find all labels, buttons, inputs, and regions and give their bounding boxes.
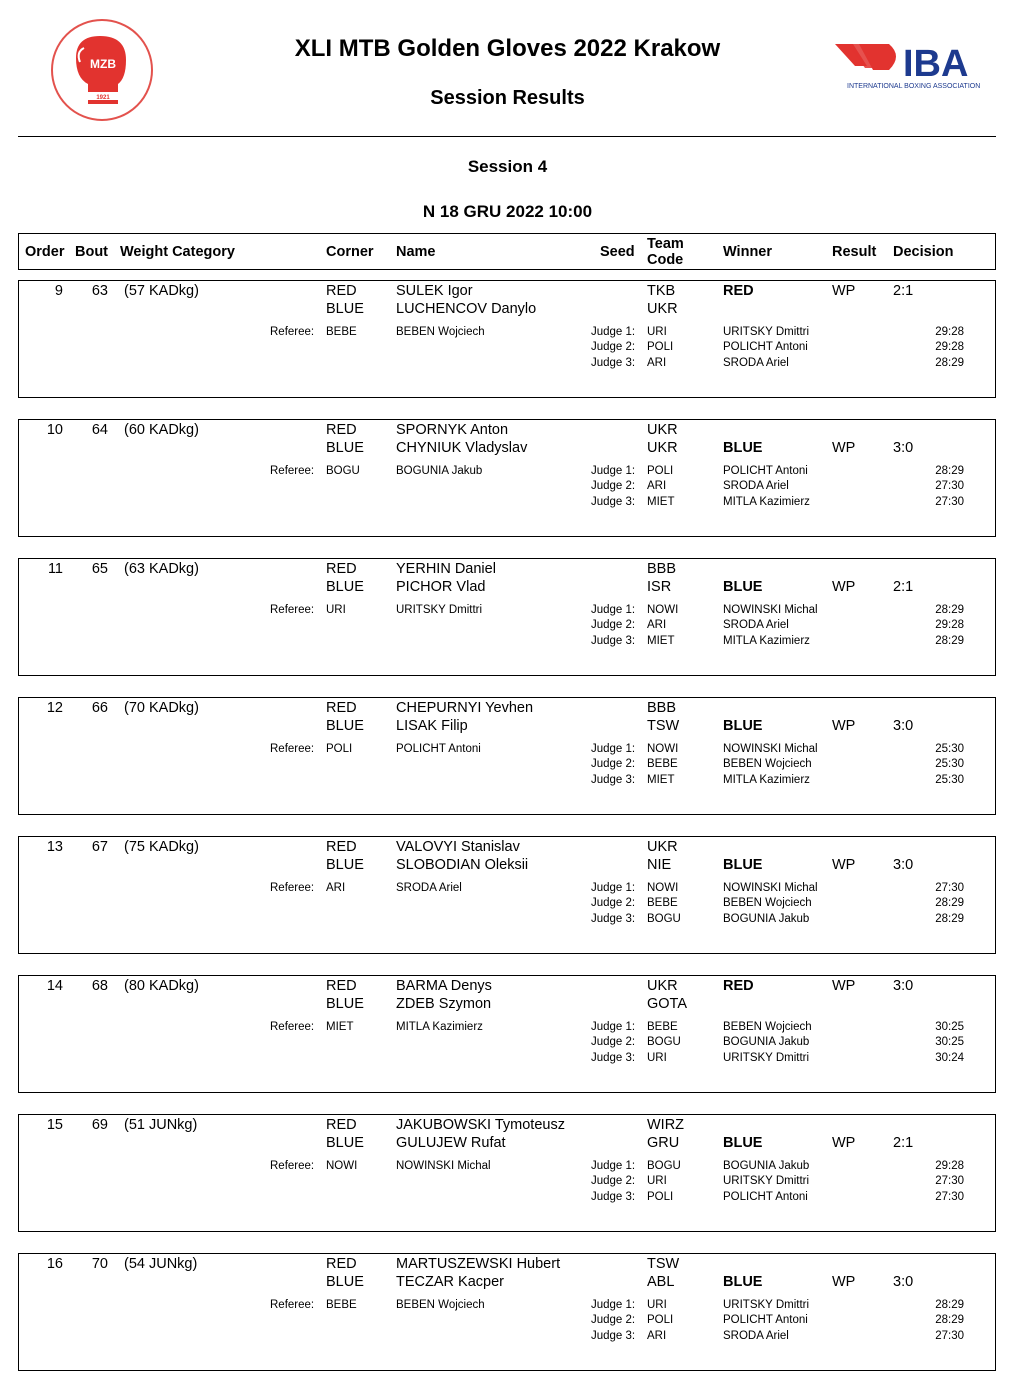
judge-name: BOGUNIA Jakub <box>723 1036 810 1048</box>
judge-label: Judge 1: <box>591 1160 636 1172</box>
document-title: XLI MTB Golden Gloves 2022 Krakow <box>294 35 721 62</box>
judge-code: POLI <box>647 1314 674 1326</box>
judge-code: POLI <box>647 465 674 477</box>
judge-name: POLICHT Antoni <box>723 1191 808 1203</box>
decision: 3:0 <box>893 857 914 873</box>
winner: RED <box>723 283 754 299</box>
red-team-code: BBB <box>647 700 677 716</box>
bout-entry <box>18 1114 996 1232</box>
blue-team-code: UKR <box>647 440 678 456</box>
judge-label: Judge 3: <box>591 1191 636 1203</box>
referee-name: POLICHT Antoni <box>396 743 481 755</box>
judge-name: SRODA Ariel <box>723 619 789 631</box>
bout-number: 70 <box>91 1256 108 1272</box>
column-name: Name <box>396 244 436 260</box>
referee-code: URI <box>326 604 346 616</box>
bout-entry <box>18 280 996 398</box>
winner: RED <box>723 978 754 994</box>
judge-code: POLI <box>647 1191 674 1203</box>
weight-category: (70 KADkg) <box>124 700 199 716</box>
decision: 3:0 <box>893 440 914 456</box>
corner-blue: BLUE <box>326 857 364 873</box>
corner-red: RED <box>326 283 357 299</box>
judge-score: 28:29 <box>935 604 964 616</box>
blue-boxer-name: LISAK Filip <box>396 718 468 734</box>
judge-code: ARI <box>647 480 667 492</box>
red-boxer-name: SULEK Igor <box>396 283 473 299</box>
red-boxer-name: YERHIN Daniel <box>396 561 496 577</box>
bout-entry <box>18 697 996 815</box>
judge-name: BOGUNIA Jakub <box>723 1160 810 1172</box>
judge-score: 27:30 <box>935 1175 964 1187</box>
iba-logo-text: IBA <box>903 43 969 85</box>
referee-code: NOWI <box>326 1160 358 1172</box>
corner-red: RED <box>326 839 357 855</box>
winner: BLUE <box>723 579 763 595</box>
referee-code: MIET <box>326 1021 354 1033</box>
corner-blue: BLUE <box>326 301 364 317</box>
red-team-code: UKR <box>647 422 678 438</box>
referee-code: POLI <box>326 743 353 755</box>
bout-number: 69 <box>91 1117 108 1133</box>
corner-red: RED <box>326 422 357 438</box>
bout-number: 65 <box>91 561 108 577</box>
result: WP <box>832 718 856 734</box>
judge-code: NOWI <box>647 882 679 894</box>
referee-code: BEBE <box>326 326 357 338</box>
judge-name: SRODA Ariel <box>723 357 789 369</box>
order-number: 10 <box>46 422 63 438</box>
judge-code: MIET <box>647 496 675 508</box>
corner-blue: BLUE <box>326 718 364 734</box>
judge-score: 29:28 <box>935 341 964 353</box>
judge-label: Judge 3: <box>591 1052 636 1064</box>
corner-red: RED <box>326 700 357 716</box>
judge-label: Judge 1: <box>591 1299 636 1311</box>
blue-team-code: GRU <box>647 1135 680 1151</box>
judge-name: URITSKY Dmittri <box>723 1299 810 1311</box>
judge-label: Judge 3: <box>591 496 636 508</box>
winner: BLUE <box>723 1135 763 1151</box>
judge-code: POLI <box>647 341 674 353</box>
judge-code: URI <box>647 1052 667 1064</box>
judge-name: SRODA Ariel <box>723 1330 789 1342</box>
judge-name: BEBEN Wojciech <box>723 1021 812 1033</box>
judge-label: Judge 2: <box>591 480 636 492</box>
judge-score: 25:30 <box>935 758 964 770</box>
blue-team-code: TSW <box>647 718 680 734</box>
judge-code: BEBE <box>647 1021 678 1033</box>
winner: BLUE <box>723 857 763 873</box>
judge-name: POLICHT Antoni <box>723 465 808 477</box>
judge-name: POLICHT Antoni <box>723 1314 808 1326</box>
judge-name: URITSKY Dmittri <box>723 1175 810 1187</box>
referee-label: Referee: <box>270 743 315 755</box>
referee-label: Referee: <box>270 882 315 894</box>
red-team-code: WIRZ <box>647 1117 685 1133</box>
red-team-code: TKB <box>647 283 676 299</box>
judge-label: Judge 2: <box>591 1175 636 1187</box>
winner: BLUE <box>723 718 763 734</box>
bout-entry <box>18 836 996 954</box>
red-boxer-name: VALOVYI Stanislav <box>396 839 520 855</box>
judge-score: 28:29 <box>935 1299 964 1311</box>
judge-name: BOGUNIA Jakub <box>723 913 810 925</box>
judge-label: Judge 3: <box>591 1330 636 1342</box>
judge-score: 29:28 <box>935 1160 964 1172</box>
judge-score: 28:29 <box>935 357 964 369</box>
weight-category: (54 JUNkg) <box>124 1256 198 1272</box>
blue-team-code: UKR <box>647 301 678 317</box>
judge-code: MIET <box>647 774 675 786</box>
weight-category: (63 KADkg) <box>124 561 199 577</box>
judge-score: 27:30 <box>935 496 964 508</box>
judge-code: BOGU <box>647 913 681 925</box>
red-boxer-name: JAKUBOWSKI Tymoteusz <box>396 1117 565 1133</box>
judge-name: MITLA Kazimierz <box>723 774 810 786</box>
referee-label: Referee: <box>270 1299 315 1311</box>
red-boxer-name: BARMA Denys <box>396 978 492 994</box>
bout-number: 63 <box>91 283 108 299</box>
judge-code: ARI <box>647 1330 667 1342</box>
bout-number: 64 <box>91 422 108 438</box>
session-datetime: N 18 GRU 2022 10:00 <box>422 202 593 221</box>
bout-number: 67 <box>91 839 108 855</box>
judge-name: NOWINSKI Michal <box>723 743 818 755</box>
order-number: 14 <box>46 978 63 994</box>
judge-score: 30:25 <box>935 1036 964 1048</box>
referee-label: Referee: <box>270 1160 315 1172</box>
judge-name: POLICHT Antoni <box>723 341 808 353</box>
judge-label: Judge 2: <box>591 341 636 353</box>
corner-blue: BLUE <box>326 1135 364 1151</box>
judge-code: URI <box>647 326 667 338</box>
judge-code: NOWI <box>647 604 679 616</box>
blue-team-code: ABL <box>647 1274 675 1290</box>
weight-category: (80 KADkg) <box>124 978 199 994</box>
judge-score: 30:25 <box>935 1021 964 1033</box>
mzb-logo-year: 1921 <box>96 95 110 101</box>
judge-score: 28:29 <box>935 897 964 909</box>
order-number: 12 <box>46 700 63 716</box>
referee-name: NOWINSKI Michal <box>396 1160 491 1172</box>
judge-name: URITSKY Dmittri <box>723 326 810 338</box>
corner-red: RED <box>326 561 357 577</box>
judge-score: 30:24 <box>935 1052 964 1064</box>
bout-number: 66 <box>91 700 108 716</box>
judge-code: BEBE <box>647 758 678 770</box>
judge-label: Judge 1: <box>591 1021 636 1033</box>
judge-code: ARI <box>647 619 667 631</box>
referee-label: Referee: <box>270 604 315 616</box>
result: WP <box>832 283 856 299</box>
referee-code: BEBE <box>326 1299 357 1311</box>
judge-name: MITLA Kazimierz <box>723 496 810 508</box>
corner-blue: BLUE <box>326 1274 364 1290</box>
blue-team-code: NIE <box>647 857 672 873</box>
judge-label: Judge 2: <box>591 758 636 770</box>
judge-name: NOWINSKI Michal <box>723 882 818 894</box>
result: WP <box>832 857 856 873</box>
corner-blue: BLUE <box>326 440 364 456</box>
weight-category: (51 JUNkg) <box>124 1117 198 1133</box>
result: WP <box>832 1135 856 1151</box>
result: WP <box>832 978 856 994</box>
bout-entry <box>18 975 996 1093</box>
blue-team-code: ISR <box>647 579 672 595</box>
referee-name: MITLA Kazimierz <box>396 1021 483 1033</box>
judge-name: BEBEN Wojciech <box>723 897 812 909</box>
corner-blue: BLUE <box>326 579 364 595</box>
decision: 3:0 <box>893 978 914 994</box>
judge-label: Judge 2: <box>591 897 636 909</box>
blue-boxer-name: PICHOR Vlad <box>396 579 486 595</box>
order-number: 11 <box>47 561 63 577</box>
blue-team-code: GOTA <box>647 996 688 1012</box>
red-team-code: BBB <box>647 561 677 577</box>
order-number: 16 <box>46 1256 63 1272</box>
red-team-code: UKR <box>647 978 678 994</box>
referee-label: Referee: <box>270 1021 315 1033</box>
referee-code: ARI <box>326 882 346 894</box>
bout-entry <box>18 1253 996 1371</box>
judge-score: 25:30 <box>935 743 964 755</box>
judge-label: Judge 3: <box>591 774 636 786</box>
judge-score: 27:30 <box>935 1191 964 1203</box>
referee-name: BEBEN Wojciech <box>396 326 485 338</box>
judge-label: Judge 2: <box>591 1036 636 1048</box>
judge-name: URITSKY Dmittri <box>723 1052 810 1064</box>
judge-label: Judge 2: <box>591 1314 636 1326</box>
corner-red: RED <box>326 1117 357 1133</box>
judge-code: BOGU <box>647 1160 681 1172</box>
referee-label: Referee: <box>270 326 315 338</box>
blue-boxer-name: LUCHENCOV Danylo <box>396 301 537 317</box>
judge-score: 27:30 <box>935 480 964 492</box>
judge-label: Judge 3: <box>591 635 636 647</box>
judge-score: 28:29 <box>935 913 964 925</box>
judge-code: BEBE <box>647 897 678 909</box>
judge-score: 27:30 <box>935 1330 964 1342</box>
judge-score: 25:30 <box>935 774 964 786</box>
blue-boxer-name: SLOBODIAN Oleksii <box>396 857 529 873</box>
red-boxer-name: CHEPURNYI Yevhen <box>396 700 534 716</box>
judge-label: Judge 1: <box>591 604 636 616</box>
column-corner: Corner <box>326 244 374 260</box>
referee-code: BOGU <box>326 465 360 477</box>
corner-red: RED <box>326 978 357 994</box>
judge-name: MITLA Kazimierz <box>723 635 810 647</box>
judge-score: 28:29 <box>935 465 964 477</box>
blue-boxer-name: TECZAR Kacper <box>396 1274 504 1290</box>
session-label: Session 4 <box>467 157 548 176</box>
judge-code: NOWI <box>647 743 679 755</box>
corner-red: RED <box>326 1256 357 1272</box>
judge-name: NOWINSKI Michal <box>723 604 818 616</box>
judge-label: Judge 1: <box>591 743 636 755</box>
judge-name: SRODA Ariel <box>723 480 789 492</box>
judge-score: 28:29 <box>935 1314 964 1326</box>
decision: 2:1 <box>893 579 914 595</box>
judge-label: Judge 3: <box>591 357 636 369</box>
column-winner: Winner <box>723 244 773 260</box>
weight-category: (60 KADkg) <box>124 422 199 438</box>
weight-category: (57 KADkg) <box>124 283 199 299</box>
red-boxer-name: SPORNYK Anton <box>396 422 509 438</box>
bout-number: 68 <box>91 978 108 994</box>
order-number: 9 <box>54 283 63 299</box>
judge-label: Judge 3: <box>591 913 636 925</box>
judge-code: BOGU <box>647 1036 681 1048</box>
order-number: 13 <box>46 839 63 855</box>
corner-blue: BLUE <box>326 996 364 1012</box>
red-team-code: UKR <box>647 839 678 855</box>
decision: 3:0 <box>893 1274 914 1290</box>
referee-name: BEBEN Wojciech <box>396 1299 485 1311</box>
blue-boxer-name: ZDEB Szymon <box>396 996 492 1012</box>
referee-name: SRODA Ariel <box>396 882 462 894</box>
column-bout: Bout <box>75 244 109 260</box>
referee-name: BOGUNIA Jakub <box>396 465 483 477</box>
winner: BLUE <box>723 440 763 456</box>
column-header-row <box>18 233 996 270</box>
bout-entry <box>18 558 996 676</box>
judge-score: 29:28 <box>935 326 964 338</box>
document-subtitle: Session Results <box>430 87 585 109</box>
mzb-logo-text: MZB <box>90 57 116 71</box>
judge-score: 28:29 <box>935 635 964 647</box>
column-decision: Decision <box>893 244 954 260</box>
column-team-code-line2: Code <box>647 252 684 268</box>
blue-boxer-name: GULUJEW Rufat <box>396 1135 506 1151</box>
column-seed: Seed <box>600 244 635 260</box>
referee-name: URITSKY Dmittri <box>396 604 483 616</box>
judge-code: MIET <box>647 635 675 647</box>
judge-label: Judge 1: <box>591 465 636 477</box>
decision: 2:1 <box>893 1135 914 1151</box>
column-weight-category: Weight Category <box>120 244 235 260</box>
result: WP <box>832 1274 856 1290</box>
header-divider <box>18 136 996 137</box>
result: WP <box>832 440 856 456</box>
judge-code: URI <box>647 1299 667 1311</box>
judge-score: 27:30 <box>935 882 964 894</box>
weight-category: (75 KADkg) <box>124 839 199 855</box>
order-number: 15 <box>46 1117 63 1133</box>
red-boxer-name: MARTUSZEWSKI Hubert <box>396 1256 561 1272</box>
judge-code: ARI <box>647 357 667 369</box>
judge-label: Judge 2: <box>591 619 636 631</box>
iba-logo-tagline: INTERNATIONAL BOXING ASSOCIATION <box>847 83 981 90</box>
judge-name: BEBEN Wojciech <box>723 758 812 770</box>
column-result: Result <box>832 244 877 260</box>
blue-boxer-name: CHYNIUK Vladyslav <box>396 440 528 456</box>
winner: BLUE <box>723 1274 763 1290</box>
red-team-code: TSW <box>647 1256 680 1272</box>
judge-label: Judge 1: <box>591 882 636 894</box>
referee-label: Referee: <box>270 465 315 477</box>
judge-label: Judge 1: <box>591 326 636 338</box>
decision: 3:0 <box>893 718 914 734</box>
judge-score: 29:28 <box>935 619 964 631</box>
judge-code: URI <box>647 1175 667 1187</box>
bout-entry <box>18 419 996 537</box>
decision: 2:1 <box>893 283 914 299</box>
result: WP <box>832 579 856 595</box>
column-order: Order <box>25 244 65 260</box>
column-team-code-line1: Team <box>647 236 684 252</box>
